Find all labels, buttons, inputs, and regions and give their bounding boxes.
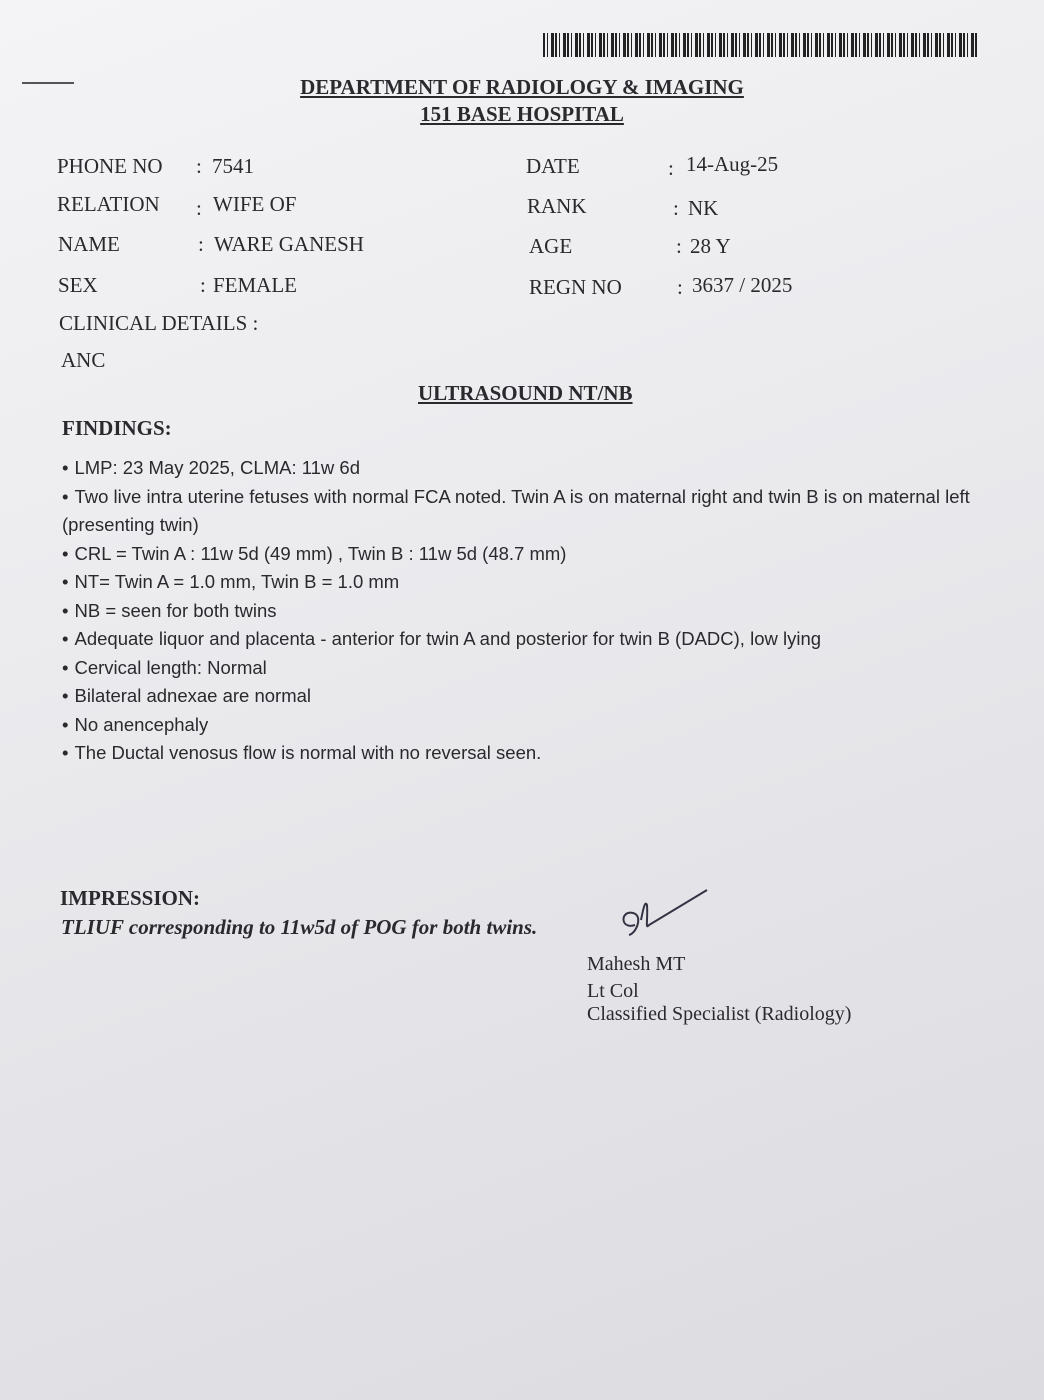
label-rank: RANK	[527, 194, 587, 218]
exam-title: ULTRASOUND NT/NB	[418, 381, 633, 405]
finding-item: • LMP: 23 May 2025, CLMA: 11w 6d	[62, 454, 1012, 483]
colon: :	[677, 275, 683, 299]
signatory-title: Classified Specialist (Radiology)	[587, 1003, 852, 1025]
colon: :	[200, 273, 206, 297]
value-name: WARE GANESH	[214, 232, 364, 256]
value-sex: FEMALE	[213, 273, 297, 297]
finding-item: • Two live intra uterine fetuses with normal FCA noted. Twin A is on maternal right and twin B is on maternal left (presenting twin)	[62, 483, 1012, 540]
colon: :	[676, 234, 682, 258]
impression-heading: IMPRESSION:	[60, 886, 201, 910]
colon: :	[668, 156, 674, 180]
finding-item: • Adequate liquor and placenta - anterior for twin A and posterior for twin B (DADC), low lying	[62, 625, 1012, 654]
hospital-title: 151 BASE HOSPITAL	[420, 102, 624, 126]
impression-text: TLIUF corresponding to 11w5d of POG for both twins.	[61, 915, 538, 939]
value-date: 14-Aug-25	[686, 152, 779, 176]
value-phone: 7541	[212, 154, 254, 178]
findings-list	[62, 454, 1012, 768]
label-age: AGE	[529, 234, 573, 258]
label-regn: REGN NO	[529, 275, 622, 299]
colon: :	[196, 196, 202, 220]
colon: :	[198, 232, 204, 256]
clinical-details-label: CLINICAL DETAILS :	[59, 311, 259, 335]
label-relation: RELATION	[57, 192, 160, 216]
finding-item: • NT= Twin A = 1.0 mm, Twin B = 1.0 mm	[62, 568, 1012, 597]
department-title: DEPARTMENT OF RADIOLOGY & IMAGING	[300, 75, 744, 99]
label-sex: SEX	[58, 273, 98, 297]
colon: :	[196, 154, 202, 178]
barcode	[543, 33, 979, 57]
handwritten-signature	[615, 885, 715, 945]
finding-item: • Bilateral adnexae are normal	[62, 682, 1012, 711]
value-regn: 3637 / 2025	[692, 273, 793, 297]
finding-item: • The Ductal venosus flow is normal with no reversal seen.	[62, 739, 1012, 768]
colon: :	[673, 196, 679, 220]
value-rank: NK	[688, 196, 719, 220]
finding-item: • NB = seen for both twins	[62, 597, 1012, 626]
finding-item: • No anencephaly	[62, 711, 1012, 740]
signatory-name: Mahesh MT	[587, 953, 686, 975]
value-age: 28 Y	[690, 234, 731, 258]
findings-heading: FINDINGS:	[62, 416, 172, 440]
label-date: DATE	[526, 154, 580, 178]
finding-item: • CRL = Twin A : 11w 5d (49 mm) , Twin B : 11w 5d (48.7 mm)	[62, 540, 1012, 569]
signatory-rank: Lt Col	[587, 980, 639, 1002]
label-name: NAME	[58, 232, 120, 256]
finding-item: • Cervical length: Normal	[62, 654, 1012, 683]
label-phone: PHONE NO	[57, 154, 163, 178]
value-relation: WIFE OF	[213, 192, 297, 216]
clinical-details-value: ANC	[61, 348, 106, 372]
